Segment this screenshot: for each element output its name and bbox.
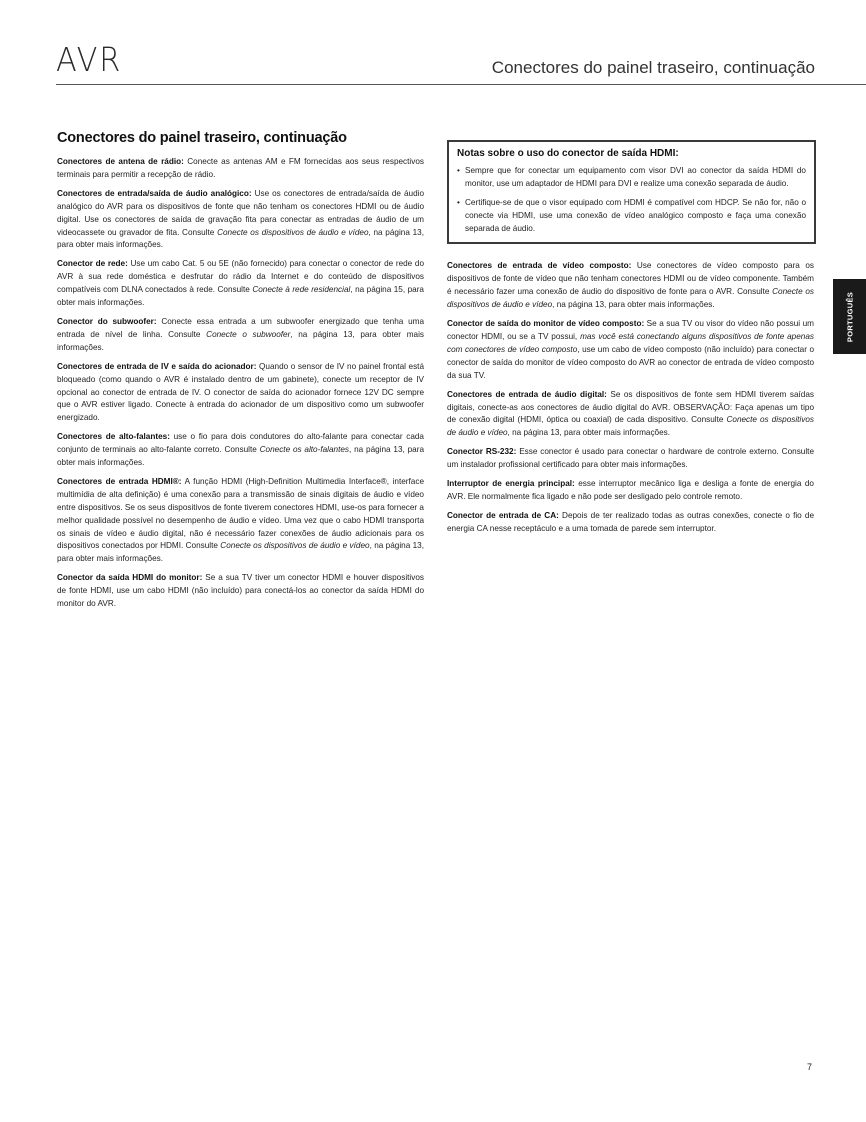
paragraph-text: Se a sua TV tiver um conector HDMI e houver dispositivos de fonte HDMI, use um cabo HDMI (não incluído) para conectá-los ao conector da saída HDMI do monitor do AVR. <box>57 573 424 609</box>
notes-title: Notas sobre o uso do conector de saída HDMI: <box>457 148 679 159</box>
paragraph-network <box>57 258 424 310</box>
paragraph-text: Use os conectores de entrada/saída de áudio analógico do AVR para os dispositivos de fonte que não tenham os conectores HDMI ou de áudio digital. Use os conectores de saída de gravação fita para conectar as entradas de áudio de um videocassete ou gravador de fita. Consulte <box>57 188 424 237</box>
header-divider <box>56 84 866 85</box>
paragraph-text: , na página 13, para obter mais informações. <box>507 428 671 438</box>
term-label: Conector de entrada de CA: <box>447 510 559 520</box>
paragraph-hdmi-inputs <box>57 476 424 566</box>
term-label: Conectores de entrada/saída de áudio analógico: <box>57 188 252 198</box>
paragraph-analog-audio <box>57 188 424 253</box>
paragraph-ir-trigger <box>57 361 424 426</box>
paragraph-text: Use conectores de vídeo composto para os dispositivos de fonte de vídeo que não tenham conectores HDMI ou de vídeo componente. Também é necessário fazer uma conexão de áudio do dispositivo de fonte para o AVR. Consulte <box>447 261 814 297</box>
paragraph-text: Depois de ter realizado todas as outras conexões, conecte o fio de energia CA nesse receptáculo e a uma tomada de parede sem interruptor. <box>447 510 814 533</box>
cross-reference: Conecte os dispositivos de áudio e vídeo <box>447 287 815 310</box>
cross-reference: Conecte os alto-falantes <box>259 445 350 455</box>
page-header-title: Conectores do painel traseiro, continuação <box>491 58 815 77</box>
left-column <box>57 130 424 617</box>
term-label: Conectores de alto-falantes: <box>57 432 170 442</box>
cross-reference: mas você está conectando alguns dispositivos de fonte apenas com conectores de vídeo composto <box>447 331 814 354</box>
cross-reference: Conecte os dispositivos de áudio e vídeo <box>447 415 814 438</box>
cross-reference: Conecte os dispositivos de áudio e vídeo <box>220 541 370 551</box>
paragraph-text: , na página 15, para obter mais informações. <box>57 285 424 308</box>
paragraph-text: esse interruptor mecânico liga e desliga a fonte de energia do AVR. Ele normalmente fica ligado e não pode ser desligado pelo controle remoto. <box>447 479 814 501</box>
paragraph-text: , na página 13, para obter mais informações. <box>57 329 424 352</box>
paragraph-text: , na página 13, para obter mais informações. <box>552 300 715 310</box>
cross-reference: Conecte o subwoofer <box>206 329 291 339</box>
paragraph-text: Se a sua TV ou visor do vídeo não possui um conector HDMI, ou se a TV possui, <box>447 319 814 341</box>
paragraph-ac-input <box>447 510 814 536</box>
page-number: 7 <box>807 1062 813 1072</box>
paragraph-text: , na página 13, para obter mais informações. <box>57 445 424 468</box>
term-label: Conectores de entrada de áudio digital: <box>447 389 607 399</box>
paragraph-text: Conecte essa entrada a um subwoofer energizado que tenha uma entrada de nível de linha. Consulte <box>57 316 424 339</box>
paragraph-composite-inputs <box>447 260 814 312</box>
paragraph-digital-audio <box>447 389 814 441</box>
bullet-icon: • <box>457 197 460 207</box>
paragraph-text: use o fio para dois condutores do alto-falante para conectar cada conjunto de terminais ao alto-falante correto. Consulte <box>57 432 424 455</box>
paragraph-subwoofer <box>57 316 424 355</box>
paragraph-text: Se os dispositivos de fonte sem HDMI tiverem saídas digitais, conecte-as aos conectores de áudio digital do AVR. OBSERVAÇÃO: Faça apenas um tipo de conexão digital (HDMI, óptica ou coaxial) de cada dispositivo. Consulte <box>447 389 814 425</box>
term-label: Conector de saída do monitor de vídeo composto: <box>447 319 645 329</box>
term-label: Conectores de entrada HDMI®: <box>57 476 182 486</box>
paragraph-power-switch <box>447 478 814 504</box>
paragraph-text: , na página 13, para obter mais informações. <box>57 541 424 564</box>
paragraph-text: Use um cabo Cat. 5 ou 5E (não fornecido) para conectar o conector de rede do AVR à sua rede doméstica e desfrutar do rádio da Internet e do conteúdo de dispositivos compatíveis com DLNA conectados à rede. Consulte <box>57 259 424 295</box>
paragraph-text: , use um cabo de vídeo composto (não incluído) para conectar o conector de saída do monitor de vídeo composto do AVR ao conector de entrada de vídeo composto da sua TV. <box>447 344 814 380</box>
paragraph-hdmi-monitor-out <box>57 572 424 611</box>
cross-reference: Conecte à rede residencial <box>252 285 351 295</box>
paragraph-text: A função HDMI (High-Definition Multimedia Interface®, interface multimídia de alta definição) é uma conexão para a transmissão de sinais digitais de áudio e vídeo entre dispositivos. Se os seus dispositivos de fonte tiverem conectores HDMI, use-os para fornecer a melhor qualidade possível no desempenho de áudio e vídeo. Uma vez que o cabo HDMI transporta os sinais de vídeo e áudio digital, não é necessário fazer conexões de áudio adicionais para os dispositivos conectados por HDMI. Consulte <box>57 476 425 551</box>
note-item <box>457 197 806 236</box>
paragraph-text: Quando o sensor de IV no painel frontal está bloqueado (como quando o AVR é instalado dentro de um gabinete), conecte um receptor de IV opcional ao conector de entrada de IV. O conector de saída do acionador fornece 12V DC sempre que o AVR estiver ligado. Conecte à entrada do acionador de um dispositivo como um subwoofer energizado. <box>57 361 424 423</box>
term-label: Conector de rede: <box>57 259 128 269</box>
paragraph-text: , na página 13, para obter mais informações. <box>57 227 424 250</box>
paragraph-radio-antenna <box>57 156 424 182</box>
paragraph-speakers <box>57 431 424 470</box>
cross-reference: Conecte os dispositivos de áudio e vídeo <box>217 227 369 237</box>
paragraph-composite-monitor-out <box>447 318 814 383</box>
paragraph-text: Esse conector é usado para conectar o hardware de controle externo. Consulte um instalador profissional certificado para obter mais informações. <box>447 447 814 470</box>
section-title: Conectores do painel traseiro, continuação <box>57 130 347 146</box>
language-tab-label: PORTUGUÊS <box>845 291 854 342</box>
paragraph-text: Conecte as antenas AM e FM fornecidas aos seus respectivos terminais para permitir a recepção de rádio. <box>57 157 424 179</box>
note-text: Certifique-se de que o visor equipado com HDMI é compatível com HDCP. Se não for, não o conecte via HDMI, use uma conexão de vídeo analógico composto e faça uma conexão separada de áudio. <box>465 197 806 233</box>
language-tab <box>833 279 866 354</box>
right-column <box>447 140 814 542</box>
term-label: Interruptor de energia principal: <box>447 479 575 489</box>
brand-logo: AVR <box>56 40 123 79</box>
hdmi-notes-box <box>447 140 816 244</box>
term-label: Conector da saída HDMI do monitor: <box>57 573 203 583</box>
term-label: Conectores de entrada de IV e saída do acionador: <box>57 361 257 371</box>
paragraph-rs232 <box>447 446 814 472</box>
term-label: Conector do subwoofer: <box>57 316 157 326</box>
term-label: Conectores de entrada de vídeo composto: <box>447 261 632 271</box>
term-label: Conectores de antena de rádio: <box>57 157 184 166</box>
note-item <box>457 165 806 191</box>
term-label: Conector RS-232: <box>447 447 517 457</box>
bullet-icon: • <box>457 165 460 175</box>
note-text: Sempre que for conectar um equipamento com visor DVI ao conector da saída HDMI do monitor, use um adaptador de HDMI para DVI e realize uma conexão separada de áudio. <box>465 165 806 188</box>
